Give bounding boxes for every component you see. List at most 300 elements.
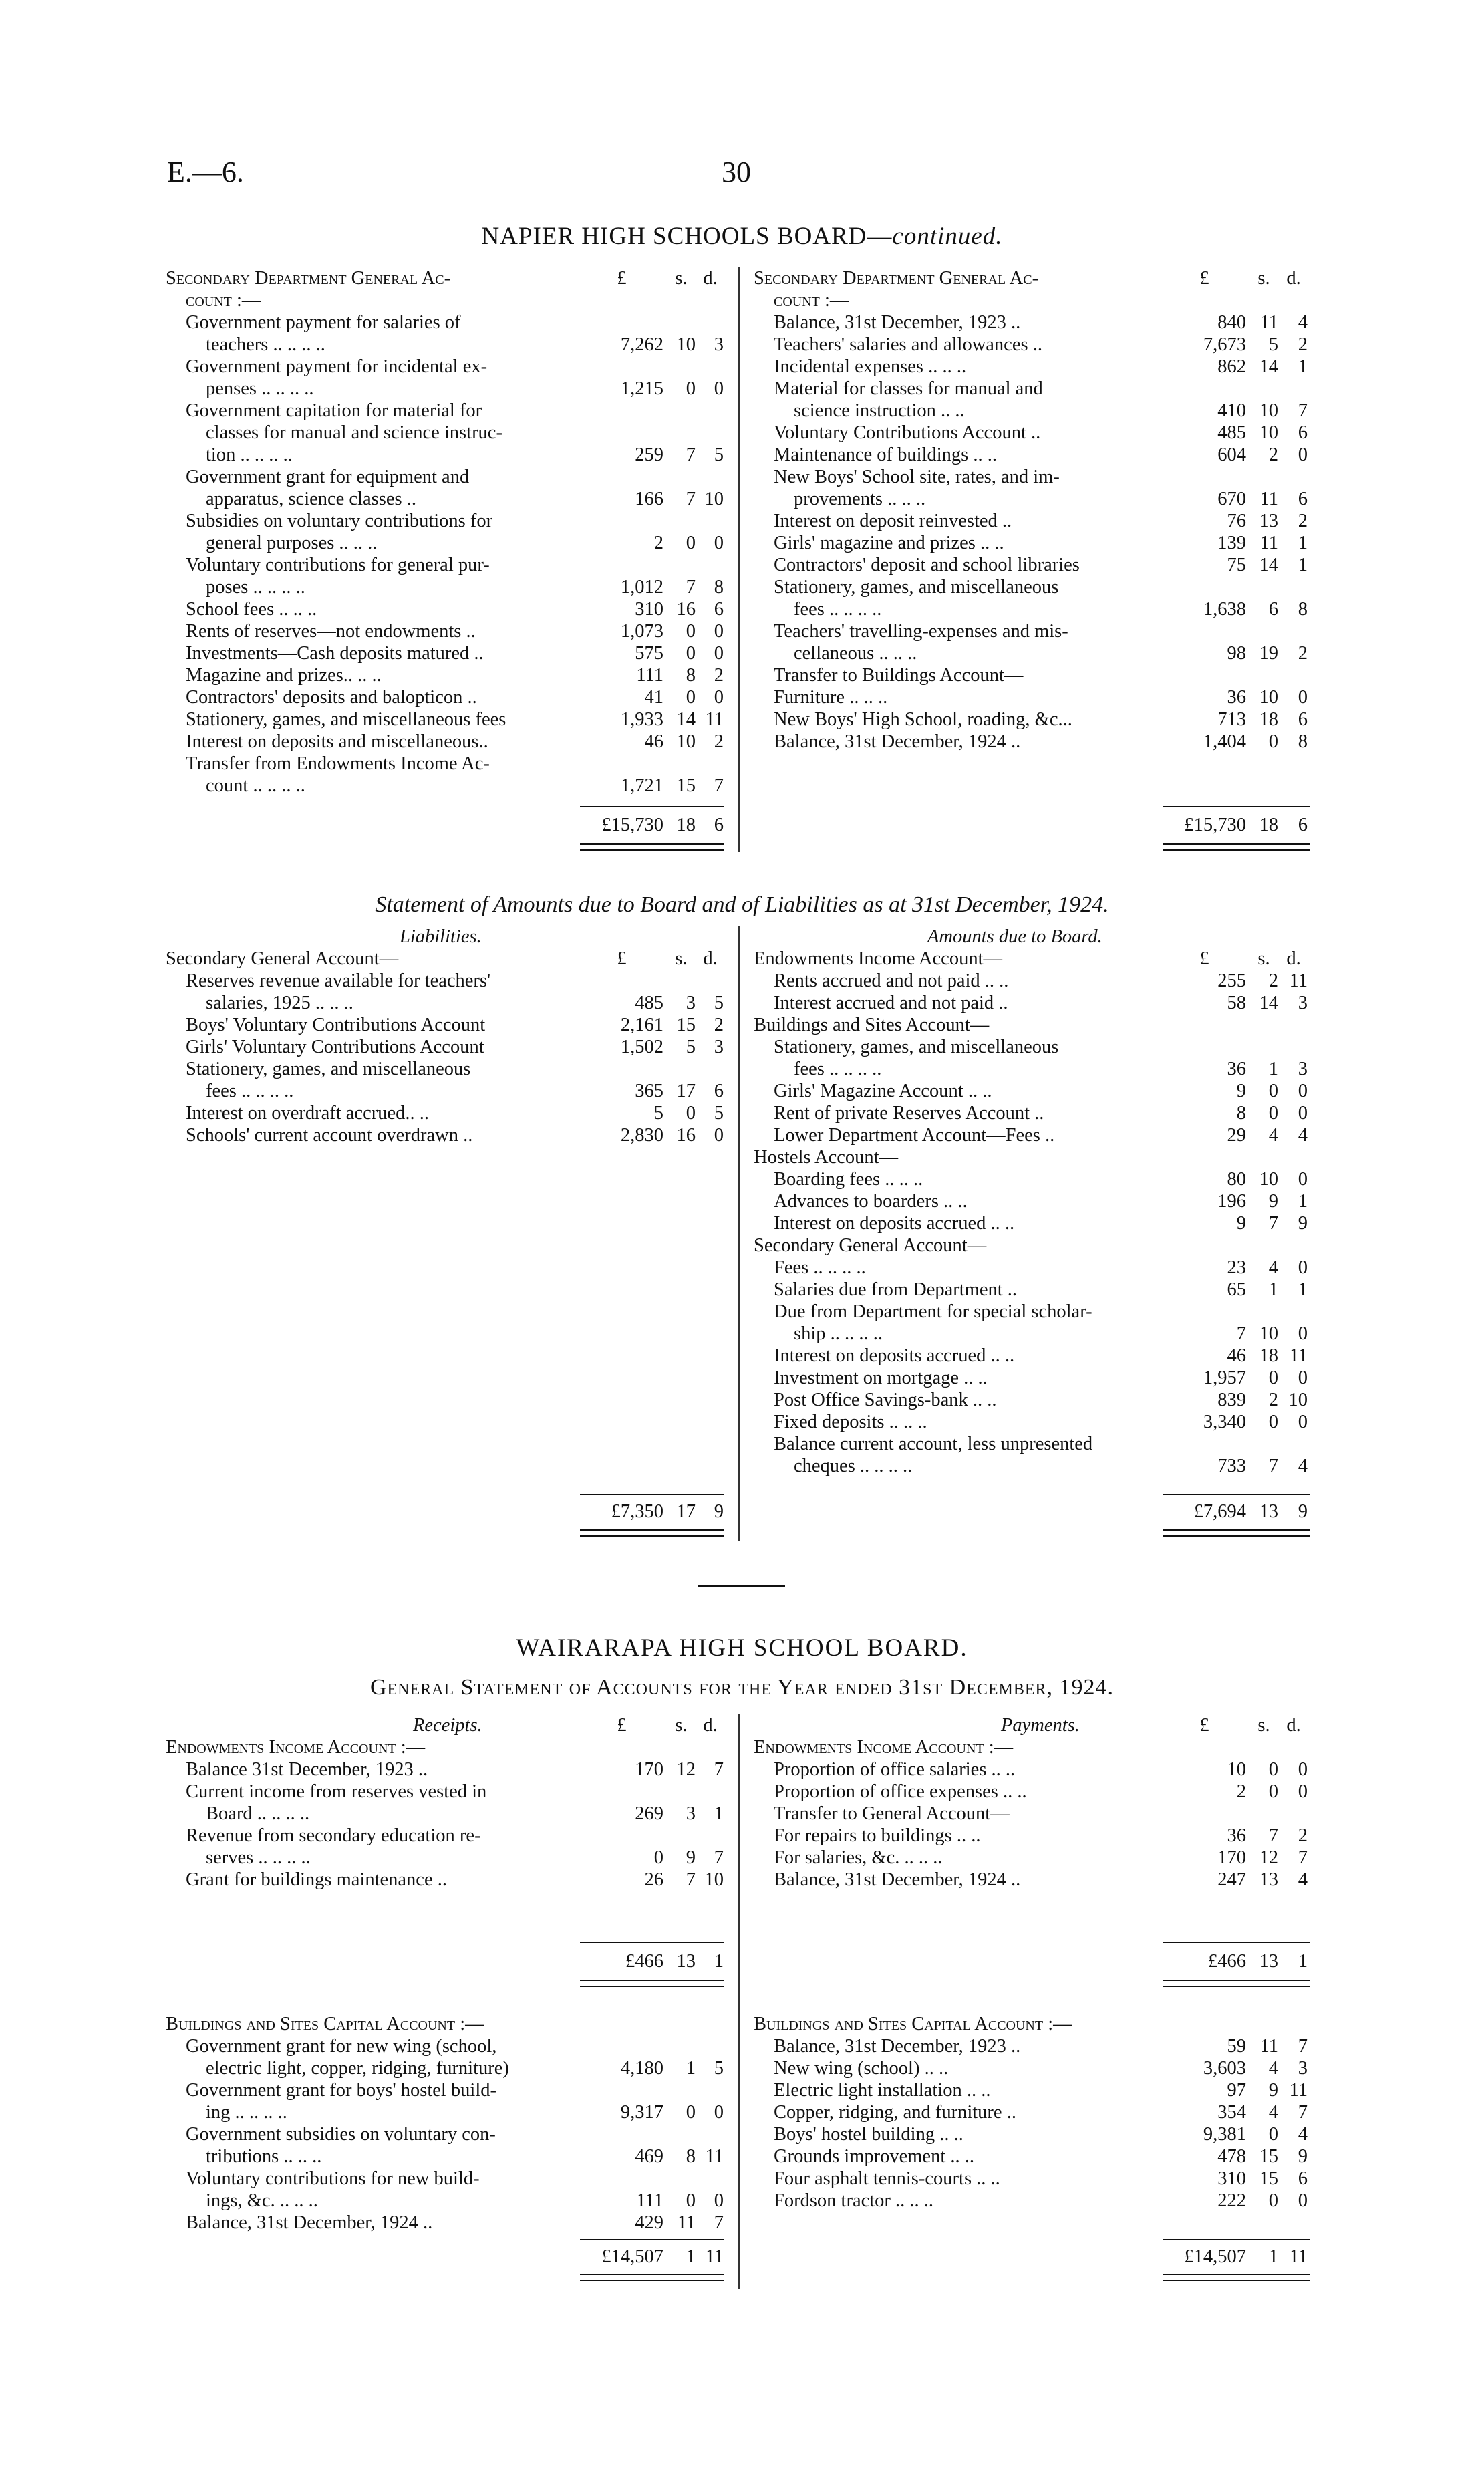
- row-shillings: 0: [1268, 1081, 1278, 1101]
- row-description: classes for manual and science instruc-: [206, 422, 502, 443]
- row-description: Balance, 31st December, 1924 ..: [186, 2212, 433, 2233]
- row-shillings: 0: [1268, 1412, 1278, 1432]
- row-shillings: 10: [676, 731, 696, 752]
- wairarapa-payments-capital-column: [754, 2013, 1312, 2212]
- total-pounds: £7,694: [1193, 1501, 1246, 1522]
- row-pounds: 46: [644, 731, 663, 752]
- row-description: count .. .. .. ..: [206, 775, 305, 796]
- ledger-row: [166, 708, 724, 731]
- ledger-row: [754, 1257, 1312, 1279]
- row-pounds: 111: [636, 2190, 663, 2211]
- row-pounds: 139: [1217, 533, 1246, 553]
- row-description: cheques .. .. .. ..: [794, 1456, 913, 1476]
- shillings-header: s.: [675, 268, 688, 289]
- row-shillings: 14: [1259, 993, 1278, 1013]
- ledger-row: [754, 444, 1312, 466]
- row-pounds: 2: [653, 533, 663, 553]
- ledger-row: [166, 620, 724, 642]
- row-shillings: 7: [686, 577, 696, 598]
- row-description: Voluntary contributions for new build-: [186, 2168, 480, 2189]
- row-pence: 3: [1298, 2058, 1308, 2079]
- row-pence: 3: [714, 1037, 724, 1057]
- row-pounds: 2: [1236, 1781, 1246, 1802]
- napier-receipts-heading: Secondary Department General Ac-: [166, 268, 451, 289]
- row-description: Government capitation for material for: [186, 400, 482, 421]
- ledger-row: [754, 1124, 1312, 1146]
- total-shillings: 1: [1268, 2246, 1278, 2267]
- shillings-header: s.: [1257, 948, 1270, 969]
- ledger-row: [754, 970, 1312, 992]
- napier-receipts-heading-row: [166, 267, 724, 289]
- total-shillings: 13: [1259, 1951, 1278, 1972]
- ledger-row: [754, 1803, 1312, 1825]
- row-pence: 0: [1298, 687, 1308, 708]
- row-pounds: 310: [1217, 2168, 1246, 2189]
- shillings-header: s.: [1257, 268, 1270, 289]
- row-description: Incidental expenses .. .. ..: [774, 356, 967, 377]
- ledger-row: [166, 400, 724, 422]
- row-shillings: 11: [1259, 312, 1278, 333]
- pence-header: d.: [1286, 948, 1301, 969]
- row-shillings: 10: [1259, 422, 1278, 443]
- row-shillings: 0: [686, 2102, 696, 2123]
- row-pence: 3: [1298, 993, 1308, 1013]
- ledger-row: [166, 970, 724, 992]
- wairarapa-payments-column: [754, 1714, 1312, 1891]
- ledger-row: [754, 642, 1312, 664]
- row-pence: 0: [714, 533, 724, 553]
- row-shillings: 9: [1268, 1191, 1278, 1212]
- row-shillings: 13: [1259, 1869, 1278, 1890]
- ledger-row: [754, 2035, 1312, 2057]
- row-pounds: 255: [1217, 970, 1246, 991]
- row-pounds: 36: [1227, 1825, 1246, 1846]
- row-shillings: 4: [1268, 2058, 1278, 2079]
- napier-payments-heading: Secondary Department General Ac-: [754, 268, 1039, 289]
- row-shillings: 7: [1268, 1456, 1278, 1476]
- row-pence: 10: [704, 1869, 724, 1890]
- row-pounds: 8: [1236, 1103, 1246, 1124]
- row-pence: 0: [714, 621, 724, 642]
- row-shillings: 16: [676, 1125, 696, 1146]
- rule: [580, 2239, 724, 2240]
- row-description: Hostels Account—: [754, 1147, 899, 1168]
- ledger-row: [166, 664, 724, 686]
- liabilities-rows: [166, 948, 724, 1146]
- row-description: Interest on deposits accrued .. ..: [774, 1213, 1015, 1234]
- ledger-row: [754, 1869, 1312, 1891]
- row-description: Electric light installation .. ..: [774, 2080, 991, 2101]
- row-pence: 4: [1298, 2124, 1308, 2145]
- amounts-due-heading-row: [754, 926, 1312, 948]
- row-pounds: 4,180: [620, 2058, 663, 2079]
- ledger-row: [166, 1803, 724, 1825]
- total-pence: 11: [705, 2246, 724, 2267]
- row-shillings: 13: [1259, 511, 1278, 531]
- row-description: Boys' hostel building .. ..: [774, 2124, 963, 2145]
- wairarapa-payments-heading-row: [754, 1714, 1312, 1736]
- row-shillings: 10: [1259, 1323, 1278, 1344]
- ledger-row: [166, 731, 724, 753]
- row-pounds: 839: [1217, 1390, 1246, 1410]
- row-pounds: 485: [1217, 422, 1246, 443]
- row-pence: 0: [714, 687, 724, 708]
- row-pence: 9: [1298, 2146, 1308, 2167]
- row-description: Stationery, games, and miscellaneous: [774, 577, 1059, 598]
- row-description: tributions .. .. ..: [206, 2146, 322, 2167]
- napier-payments-heading-cont-row: [754, 289, 1312, 311]
- row-pounds: 36: [1227, 687, 1246, 708]
- double-rule: [1163, 2274, 1310, 2281]
- row-shillings: 15: [676, 1015, 696, 1035]
- ledger-row: [754, 2123, 1312, 2145]
- row-shillings: 0: [686, 643, 696, 664]
- total-pence: 6: [1298, 815, 1308, 835]
- wairarapa-receipts-total2: [166, 2246, 724, 2268]
- row-description: fees .. .. .. ..: [794, 1059, 882, 1079]
- row-description: Balance, 31st December, 1924 ..: [774, 731, 1021, 752]
- ledger-row: [166, 356, 724, 378]
- row-description: Government subsidies on voluntary con-: [186, 2124, 496, 2145]
- row-description: Government payment for salaries of: [186, 312, 461, 333]
- ledger-row: [754, 1781, 1312, 1803]
- ledger-row: [754, 1847, 1312, 1869]
- row-shillings: 2: [1268, 970, 1278, 991]
- row-pounds: 196: [1217, 1191, 1246, 1212]
- row-description: Buildings and Sites Account—: [754, 1015, 990, 1035]
- rule: [580, 1942, 724, 1943]
- row-shillings: 1: [686, 2058, 696, 2079]
- row-description: Transfer from Endowments Income Ac-: [186, 753, 490, 774]
- row-shillings: 15: [1259, 2168, 1278, 2189]
- row-description: Interest on deposits and miscellaneous..: [186, 731, 488, 752]
- row-description: electric light, copper, ridging, furniture): [206, 2058, 509, 2079]
- row-pounds: 7,262: [620, 334, 663, 355]
- shillings-header: s.: [675, 948, 688, 969]
- row-shillings: 7: [686, 489, 696, 509]
- ledger-row: [166, 422, 724, 444]
- row-description: tion .. .. .. ..: [206, 444, 293, 465]
- wairarapa-receipts-capital-rows: [166, 2035, 724, 2234]
- row-description: New wing (school) .. ..: [774, 2058, 949, 2079]
- ledger-row: [166, 1124, 724, 1146]
- report-code: E.—6.: [167, 156, 244, 188]
- ledger-row: [166, 444, 724, 466]
- row-description: fees .. .. .. ..: [206, 1081, 294, 1101]
- row-shillings: 18: [1259, 1345, 1278, 1366]
- row-pounds: 259: [635, 444, 663, 465]
- row-pence: 7: [1298, 2102, 1308, 2123]
- napier-payments-heading-cont: count :—: [774, 290, 849, 311]
- row-description: Magazine and prizes.. .. ..: [186, 665, 382, 686]
- row-pounds: 1,073: [620, 621, 663, 642]
- row-pence: 0: [1298, 1257, 1308, 1278]
- pounds-header: £: [1199, 268, 1209, 289]
- row-pence: 7: [714, 1759, 724, 1780]
- liabilities-column: [166, 926, 724, 1146]
- ledger-row: [754, 1212, 1312, 1234]
- row-shillings: 3: [686, 993, 696, 1013]
- row-shillings: 15: [1259, 2146, 1278, 2167]
- row-shillings: 7: [686, 1869, 696, 1890]
- row-shillings: 7: [1268, 1213, 1278, 1234]
- row-pounds: 80: [1227, 1169, 1246, 1190]
- ledger-row: [166, 311, 724, 334]
- ledger-row: [166, 686, 724, 708]
- ledger-row: [166, 598, 724, 620]
- row-description: Balance current account, less unpresented: [774, 1434, 1093, 1454]
- row-description: salaries, 1925 .. .. ..: [206, 993, 353, 1013]
- row-pence: 0: [1298, 1323, 1308, 1344]
- row-description: Grant for buildings maintenance ..: [186, 1869, 447, 1890]
- row-pounds: 222: [1217, 2190, 1246, 2211]
- row-shillings: 14: [676, 709, 696, 730]
- row-pounds: 670: [1217, 489, 1246, 509]
- row-description: Girls' Magazine Account .. ..: [774, 1081, 992, 1101]
- double-rule: [580, 1980, 724, 1987]
- row-description: Copper, ridging, and furniture ..: [774, 2102, 1016, 2123]
- ledger-row: [754, 2079, 1312, 2101]
- row-description: poses .. .. .. ..: [206, 577, 305, 598]
- row-pounds: 354: [1217, 2102, 1246, 2123]
- wairarapa-payments-endowment-rows: [754, 1758, 1312, 1891]
- section-separator: [698, 1585, 785, 1587]
- wairarapa-receipts-endowment-rows: [166, 1758, 724, 1891]
- rule: [1163, 1942, 1310, 1943]
- row-pounds: 7: [1236, 1323, 1246, 1344]
- row-description: Interest on deposits accrued .. ..: [774, 1345, 1015, 1366]
- row-shillings: 16: [676, 599, 696, 620]
- row-pounds: 9: [1236, 1081, 1246, 1101]
- row-pounds: 0: [653, 1847, 663, 1868]
- ledger-row: [754, 554, 1312, 576]
- liabilities-heading-row: [166, 926, 724, 948]
- statement-title: Statement of Amounts due to Board and of Liabilities as at 31st December, 1924.: [375, 892, 1109, 917]
- row-pounds: 410: [1217, 400, 1246, 421]
- row-description: Investments—Cash deposits matured ..: [186, 643, 484, 664]
- row-shillings: 18: [1259, 709, 1278, 730]
- row-description: Advances to boarders .. ..: [774, 1191, 968, 1212]
- row-pence: 0: [1298, 1081, 1308, 1101]
- row-shillings: 0: [1268, 1759, 1278, 1780]
- row-shillings: 0: [1268, 1103, 1278, 1124]
- total-pence: 6: [714, 815, 724, 835]
- rule: [580, 806, 724, 807]
- ledger-row: [166, 488, 724, 510]
- ledger-row: [166, 1014, 724, 1036]
- ledger-row: [754, 1279, 1312, 1301]
- row-pounds: 76: [1227, 511, 1246, 531]
- row-shillings: 8: [686, 665, 696, 686]
- double-rule: [1163, 1529, 1310, 1537]
- row-pence: 11: [1289, 970, 1308, 991]
- total-shillings: 18: [676, 815, 696, 835]
- pounds-header: £: [1199, 1715, 1209, 1736]
- row-description: Teachers' salaries and allowances ..: [774, 334, 1042, 355]
- ledger-row: [166, 775, 724, 797]
- row-description: New Boys' School site, rates, and im-: [774, 467, 1060, 487]
- ledger-row: [166, 1080, 724, 1102]
- row-pounds: 41: [644, 687, 663, 708]
- row-description: Grounds improvement .. ..: [774, 2146, 975, 2167]
- row-shillings: 0: [686, 621, 696, 642]
- row-pence: 11: [705, 709, 724, 730]
- amounts-due-heading: Amounts due to Board.: [927, 926, 1102, 947]
- row-description: provements .. .. ..: [794, 489, 926, 509]
- pounds-header: £: [1199, 948, 1209, 969]
- amounts-due-column: [754, 926, 1312, 1477]
- row-pence: 0: [1298, 1169, 1308, 1190]
- row-pounds: 1,404: [1203, 731, 1246, 752]
- ledger-row: [754, 532, 1312, 554]
- row-shillings: 7: [1268, 1825, 1278, 1846]
- ledger-row: [166, 334, 724, 356]
- row-pence: 0: [1298, 444, 1308, 465]
- row-description: New Boys' High School, roading, &c...: [774, 709, 1072, 730]
- ledger-row: [754, 2190, 1312, 2212]
- row-pence: 1: [1298, 1191, 1308, 1212]
- row-pence: 5: [714, 993, 724, 1013]
- row-pence: 0: [1298, 1367, 1308, 1388]
- row-description: Government grant for equipment and: [186, 467, 470, 487]
- row-pence: 7: [1298, 1847, 1308, 1868]
- row-pounds: 36: [1227, 1059, 1246, 1079]
- ledger-row: [166, 1102, 724, 1124]
- row-description: Post Office Savings-bank .. ..: [774, 1390, 997, 1410]
- wairarapa-subtitle: General Statement of Accounts for the Year ended 31st December, 1924.: [369, 1675, 1115, 1700]
- row-pence: 1: [1298, 533, 1308, 553]
- row-description: general purposes .. .. ..: [206, 533, 378, 553]
- row-pence: 2: [1298, 334, 1308, 355]
- napier-receipts-rows: [166, 311, 724, 797]
- row-pence: 0: [1298, 1759, 1308, 1780]
- row-pounds: 9,317: [620, 2102, 663, 2123]
- napier-title-main: NAPIER HIGH SCHOOLS BOARD—: [481, 223, 893, 250]
- row-pounds: 170: [635, 1759, 663, 1780]
- ledger-row: [166, 576, 724, 598]
- row-description: serves .. .. .. ..: [206, 1847, 311, 1868]
- row-shillings: 11: [1259, 2036, 1278, 2057]
- row-shillings: 0: [686, 533, 696, 553]
- row-pence: 0: [714, 2190, 724, 2211]
- ledger-row: [754, 1367, 1312, 1389]
- row-description: Interest on overdraft accrued.. ..: [186, 1103, 429, 1124]
- total-shillings: 1: [686, 2246, 696, 2267]
- total-pounds: £7,350: [611, 1501, 663, 1522]
- ledger-row: [754, 1146, 1312, 1168]
- row-pounds: 5: [653, 1103, 663, 1124]
- ledger-row: [166, 992, 724, 1014]
- ledger-row: [754, 1758, 1312, 1781]
- row-description: Voluntary contributions for general pur-: [186, 555, 490, 575]
- row-description: Government grant for new wing (school,: [186, 2036, 497, 2057]
- column-divider: [738, 267, 740, 852]
- ledger-row: [754, 1323, 1312, 1345]
- row-pence: 4: [1298, 312, 1308, 333]
- row-pounds: 111: [636, 665, 663, 686]
- row-shillings: 0: [1268, 731, 1278, 752]
- row-description: Endowments Income Account—: [754, 948, 1003, 969]
- row-pence: 0: [714, 2102, 724, 2123]
- ledger-row: [754, 731, 1312, 753]
- row-shillings: 14: [1259, 356, 1278, 377]
- row-pounds: 733: [1217, 1456, 1246, 1476]
- row-description: School fees .. .. ..: [186, 599, 317, 620]
- row-pounds: 247: [1217, 1869, 1246, 1890]
- napier-payments-rows: [754, 311, 1312, 753]
- row-pence: 2: [714, 1015, 724, 1035]
- total-pounds: £466: [1208, 1951, 1246, 1972]
- row-shillings: 5: [1268, 334, 1278, 355]
- row-pounds: 3,603: [1203, 2058, 1246, 2079]
- ledger-row: [166, 2190, 724, 2212]
- row-pounds: 1,638: [1203, 599, 1246, 620]
- amounts-due-total-row: [754, 1500, 1312, 1523]
- ledger-row: [166, 2101, 724, 2123]
- rule: [1163, 806, 1310, 807]
- page-number: 30: [722, 156, 751, 188]
- ledger-row: [754, 1825, 1312, 1847]
- ledger-row: [754, 992, 1312, 1014]
- row-shillings: 6: [1268, 599, 1278, 620]
- ledger-row: [166, 1825, 724, 1847]
- row-shillings: 2: [1268, 1390, 1278, 1410]
- row-shillings: 15: [676, 775, 696, 796]
- row-shillings: 8: [686, 2146, 696, 2167]
- ledger-row: [754, 2145, 1312, 2168]
- row-pence: 8: [1298, 599, 1308, 620]
- napier-receipts-total-row: [166, 814, 724, 836]
- row-pence: 2: [714, 665, 724, 686]
- row-shillings: 10: [676, 334, 696, 355]
- row-shillings: 0: [686, 378, 696, 399]
- row-pounds: 1,012: [620, 577, 663, 598]
- ledger-row: [754, 1301, 1312, 1323]
- row-pounds: 75: [1227, 555, 1246, 575]
- ledger-row: [166, 1847, 724, 1869]
- total-pounds: £14,507: [1184, 2246, 1246, 2267]
- total-shillings: 13: [1259, 1501, 1278, 1522]
- row-pence: 5: [714, 444, 724, 465]
- rule: [580, 1494, 724, 1495]
- row-shillings: 9: [686, 1847, 696, 1868]
- row-description: cellaneous .. .. ..: [794, 643, 917, 664]
- row-shillings: 10: [1259, 400, 1278, 421]
- napier-title-continued: continued.: [892, 223, 1003, 250]
- total-shillings: 17: [676, 1501, 696, 1522]
- row-pence: 2: [1298, 643, 1308, 664]
- ledger-row: [754, 510, 1312, 532]
- ledger-row: [166, 2035, 724, 2057]
- row-pence: 3: [714, 334, 724, 355]
- ledger-row: [166, 642, 724, 664]
- row-pounds: 713: [1217, 709, 1246, 730]
- row-pounds: 9: [1236, 1213, 1246, 1234]
- row-description: Furniture .. .. ..: [774, 687, 888, 708]
- row-pence: 6: [1298, 709, 1308, 730]
- row-pounds: 98: [1227, 643, 1246, 664]
- row-pounds: 1,721: [620, 775, 663, 796]
- row-pounds: 575: [635, 643, 663, 664]
- row-description: For repairs to buildings .. ..: [774, 1825, 981, 1846]
- row-shillings: 0: [1268, 1367, 1278, 1388]
- row-shillings: 12: [1259, 1847, 1278, 1868]
- row-shillings: 7: [686, 444, 696, 465]
- row-pence: 11: [705, 2146, 724, 2167]
- row-description: Girls' Voluntary Contributions Account: [186, 1037, 484, 1057]
- row-description: Balance 31st December, 1923 ..: [186, 1759, 428, 1780]
- ledger-row: [166, 948, 724, 970]
